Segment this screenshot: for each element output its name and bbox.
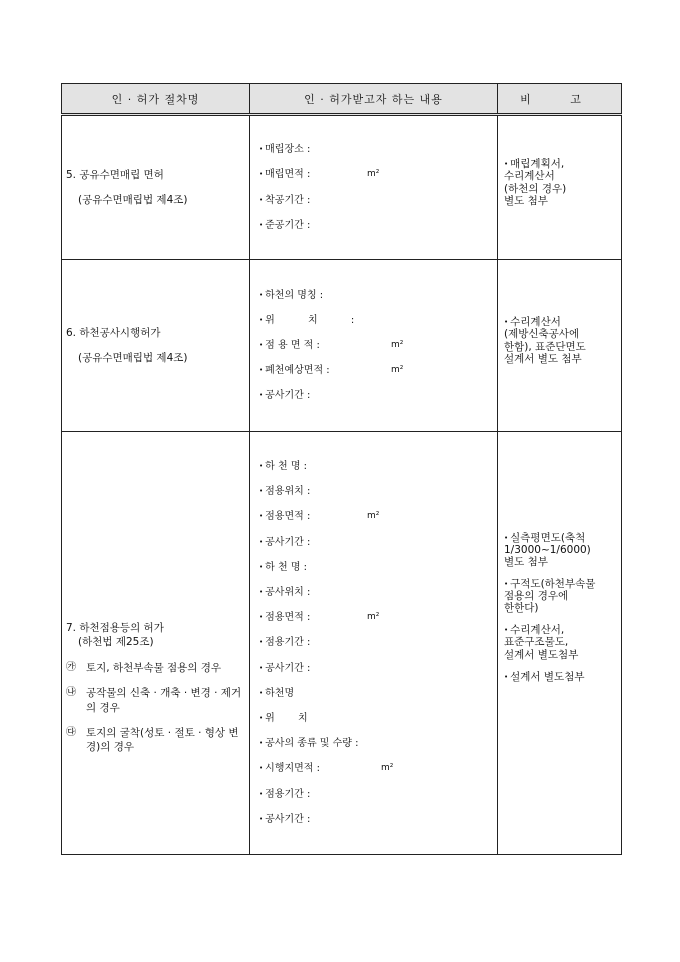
table-row [62, 432, 622, 855]
table-header-row [62, 84, 622, 115]
remarks-cell [498, 260, 622, 432]
procedure-subitem: ㉯ 공작물의 신축 · 개축 · 변경 · 제거의 경우 [66, 687, 242, 714]
content-item: • 점 용 면 적 : m² [259, 333, 497, 358]
permit-table [61, 83, 622, 855]
content-item: • 공사기간 : [259, 656, 497, 681]
unit-label: m² [391, 339, 404, 350]
content-item: • 하 천 명 : [259, 454, 497, 479]
content-item: • 하천명 [259, 681, 497, 706]
remark-note: • 설계서 별도첨부 [504, 671, 621, 683]
content-item: • 매립장소 : [259, 137, 497, 162]
header-procedure: 인 · 허가 절차명 [62, 84, 250, 115]
procedure-title: 7. 하천점용등의 허가 [66, 621, 164, 634]
procedure-cell [62, 115, 250, 260]
content-item: • 위 치 : [259, 308, 497, 333]
procedure-title: 6. 하천공사시행허가 [66, 327, 161, 340]
content-item: • 하천의 명칭 : [259, 283, 497, 308]
procedure-title: 5. 공유수면매립 면허 [66, 169, 164, 182]
content-cell [250, 432, 498, 855]
content-item: • 매립면적 : m² [259, 162, 497, 187]
content-item: • 공사위치 : [259, 580, 497, 605]
content-item: • 시행지면적 : m² [259, 756, 497, 781]
content-item: • 착공기간 : [259, 188, 497, 213]
remark-note: • 수리계산서 (제방신축공사에 한함), 표준단면도 설계서 별도 첨부 [504, 316, 621, 364]
content-item: • 공사의 종류 및 수량 : [259, 731, 497, 756]
procedure-law: (공유수면매립법 제4조) [78, 193, 188, 206]
table-row [62, 115, 622, 260]
content-cell [250, 115, 498, 260]
procedure-subitem: ㉮ 토지, 하천부속물 점용의 경우 [66, 662, 222, 675]
content-item: • 점용면적 : m² [259, 605, 497, 630]
remarks-cell [498, 115, 622, 260]
unit-label: m² [367, 169, 380, 180]
header-remarks: 비 고 [498, 84, 622, 115]
remark-note: • 매립계획서, 수리계산서 (하천의 경우) 별도 첨부 [504, 158, 621, 206]
procedure-cell [62, 432, 250, 855]
remark-note: • 구적도(하천부속물 점용의 경우에 한한다) [504, 578, 621, 614]
table-row [62, 260, 622, 432]
unit-label: m² [367, 612, 380, 623]
header-content: 인 · 허가받고자 하는 내용 [250, 84, 498, 115]
content-item: • 점용면적 : m² [259, 504, 497, 529]
procedure-law: (하천법 제25조) [78, 636, 154, 649]
procedure-cell [62, 260, 250, 432]
content-cell [250, 260, 498, 432]
content-item: • 하 천 명 : [259, 555, 497, 580]
content-item: • 점용위치 : [259, 479, 497, 504]
content-item: • 공사기간 : [259, 807, 497, 832]
remark-note: • 실측평면도(축척 1/3000~1/6000) 별도 첨부 [504, 532, 621, 568]
unit-label: m² [391, 365, 404, 376]
remarks-cell [498, 432, 622, 855]
content-item: • 준공기간 : [259, 213, 497, 238]
content-item: • 공사기간 : [259, 530, 497, 555]
content-item: • 위 치 [259, 706, 497, 731]
content-item: • 폐천예상면적 : m² [259, 358, 497, 383]
content-item: • 공사기간 : [259, 383, 497, 408]
procedure-subitem: ㉰ 토지의 굴착(성토 · 절토 · 형상 변경)의 경우 [66, 726, 239, 753]
remark-note: • 수리계산서, 표준구조물도, 설계서 별도첨부 [504, 624, 621, 660]
content-item: • 점용기간 : [259, 782, 497, 807]
unit-label: m² [381, 763, 394, 774]
procedure-law: (공유수면매립법 제4조) [78, 351, 188, 364]
content-item: • 점용기간 : [259, 630, 497, 655]
unit-label: m² [367, 511, 380, 522]
